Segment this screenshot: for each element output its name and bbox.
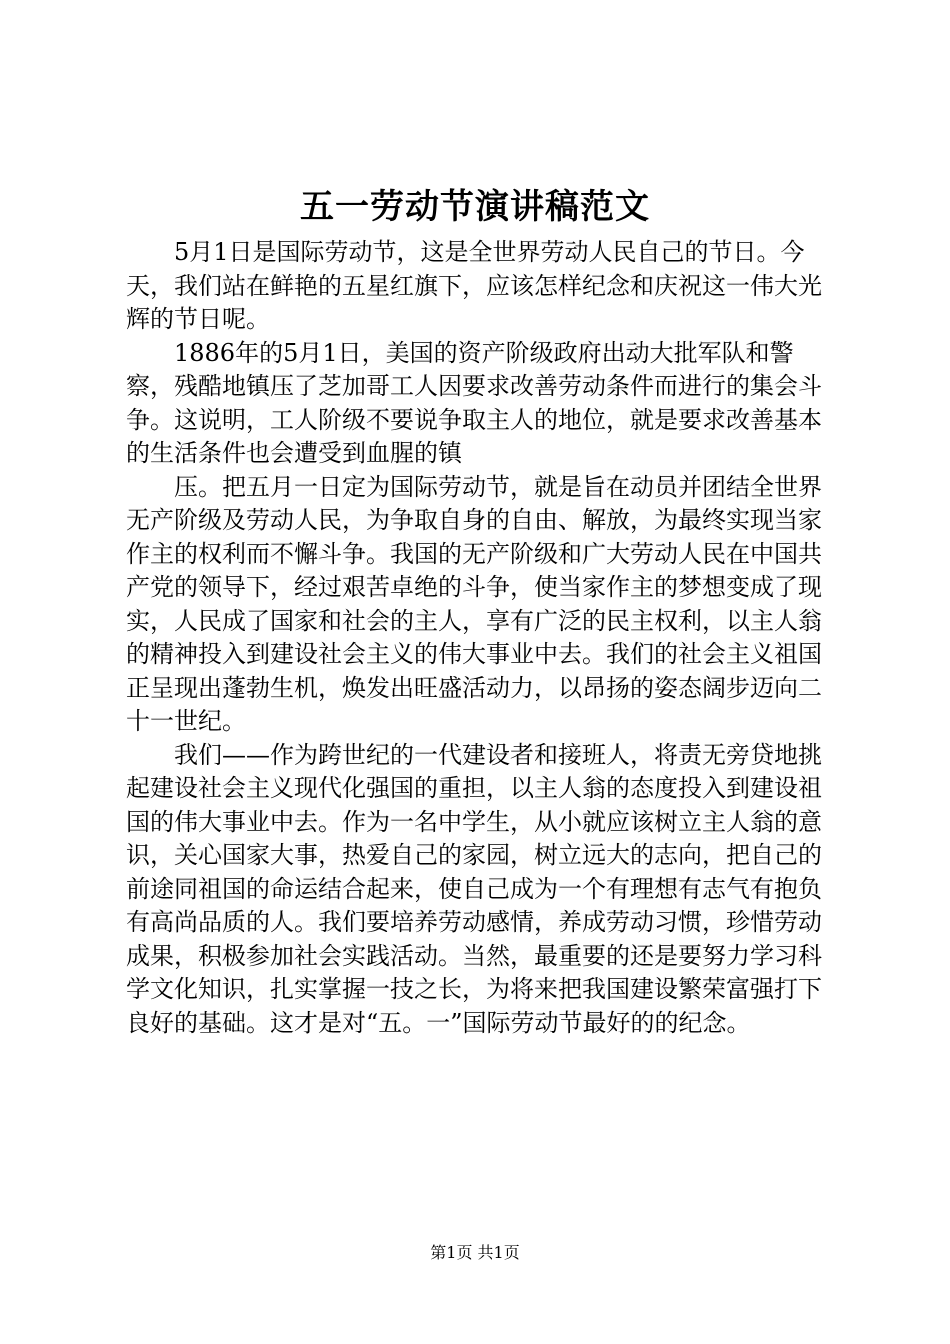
paragraph-3: 压。把五月一日定为国际劳动节，就是旨在动员并团结全世界无产阶级及劳动人民，为争取自身的自由、解放，为最终实现当家作主的权利而不懈斗争。我国的无产阶级和广大劳动人民在中国共产党的领导下，经过艰苦卓绝的斗争，使当家作主的梦想变成了现实，人民成了国家和社会的主人，享有广泛的民主权利，以主人翁的精神投入到建设社会主义的伟大事业中去。我们的社会主义祖国正呈现出蓬勃生机，焕发出旺盛活动力，以昂扬的姿态阔步迈向二十一世纪。 xyxy=(126,472,822,735)
paragraph-4: 我们——作为跨世纪的一代建设者和接班人，将责无旁贷地挑起建设社会主义现代化强国的重担，以主人翁的态度投入到建设祖国的伟大事业中去。作为一名中学生，从小就应该树立主人翁的意识，关心国家大事，热爱自己的家园，树立远大的志向，把自己的前途同祖国的命运结合起来，使自己成为一个有理想有志气有抱负有高尚品质的人。我们要培养劳动感情，养成劳动习惯，珍惜劳动成果，积极参加社会实践活动。当然，最重要的还是要努力学习科学文化知识，扎实掌握一技之长，为将来把我国建设繁荣富强打下良好的基础。这才是对“五。一”国际劳动节最好的的纪念。 xyxy=(126,740,822,1037)
page-number-footer: 第1页 共1页 xyxy=(430,1243,520,1262)
paragraph-2: 1886年的5月1日，美国的资产阶级政府出动大批军队和警察，残酷地镇压了芝加哥工人因要求改善劳动条件而进行的集会斗争。这说明，工人阶级不要说争取主人的地位，就是要求改善基本的生活条件也会遭受到血腥的镇 xyxy=(126,338,822,467)
paragraph-1: 5月1日是国际劳动节，这是全世界劳动人民自己的节日。今天，我们站在鲜艳的五星红旗下，应该怎样纪念和庆祝这一伟大光辉的节日呢。 xyxy=(126,238,822,333)
document-body xyxy=(126,236,830,1040)
document-title: 五一劳动节演讲稿范文 xyxy=(300,187,650,227)
